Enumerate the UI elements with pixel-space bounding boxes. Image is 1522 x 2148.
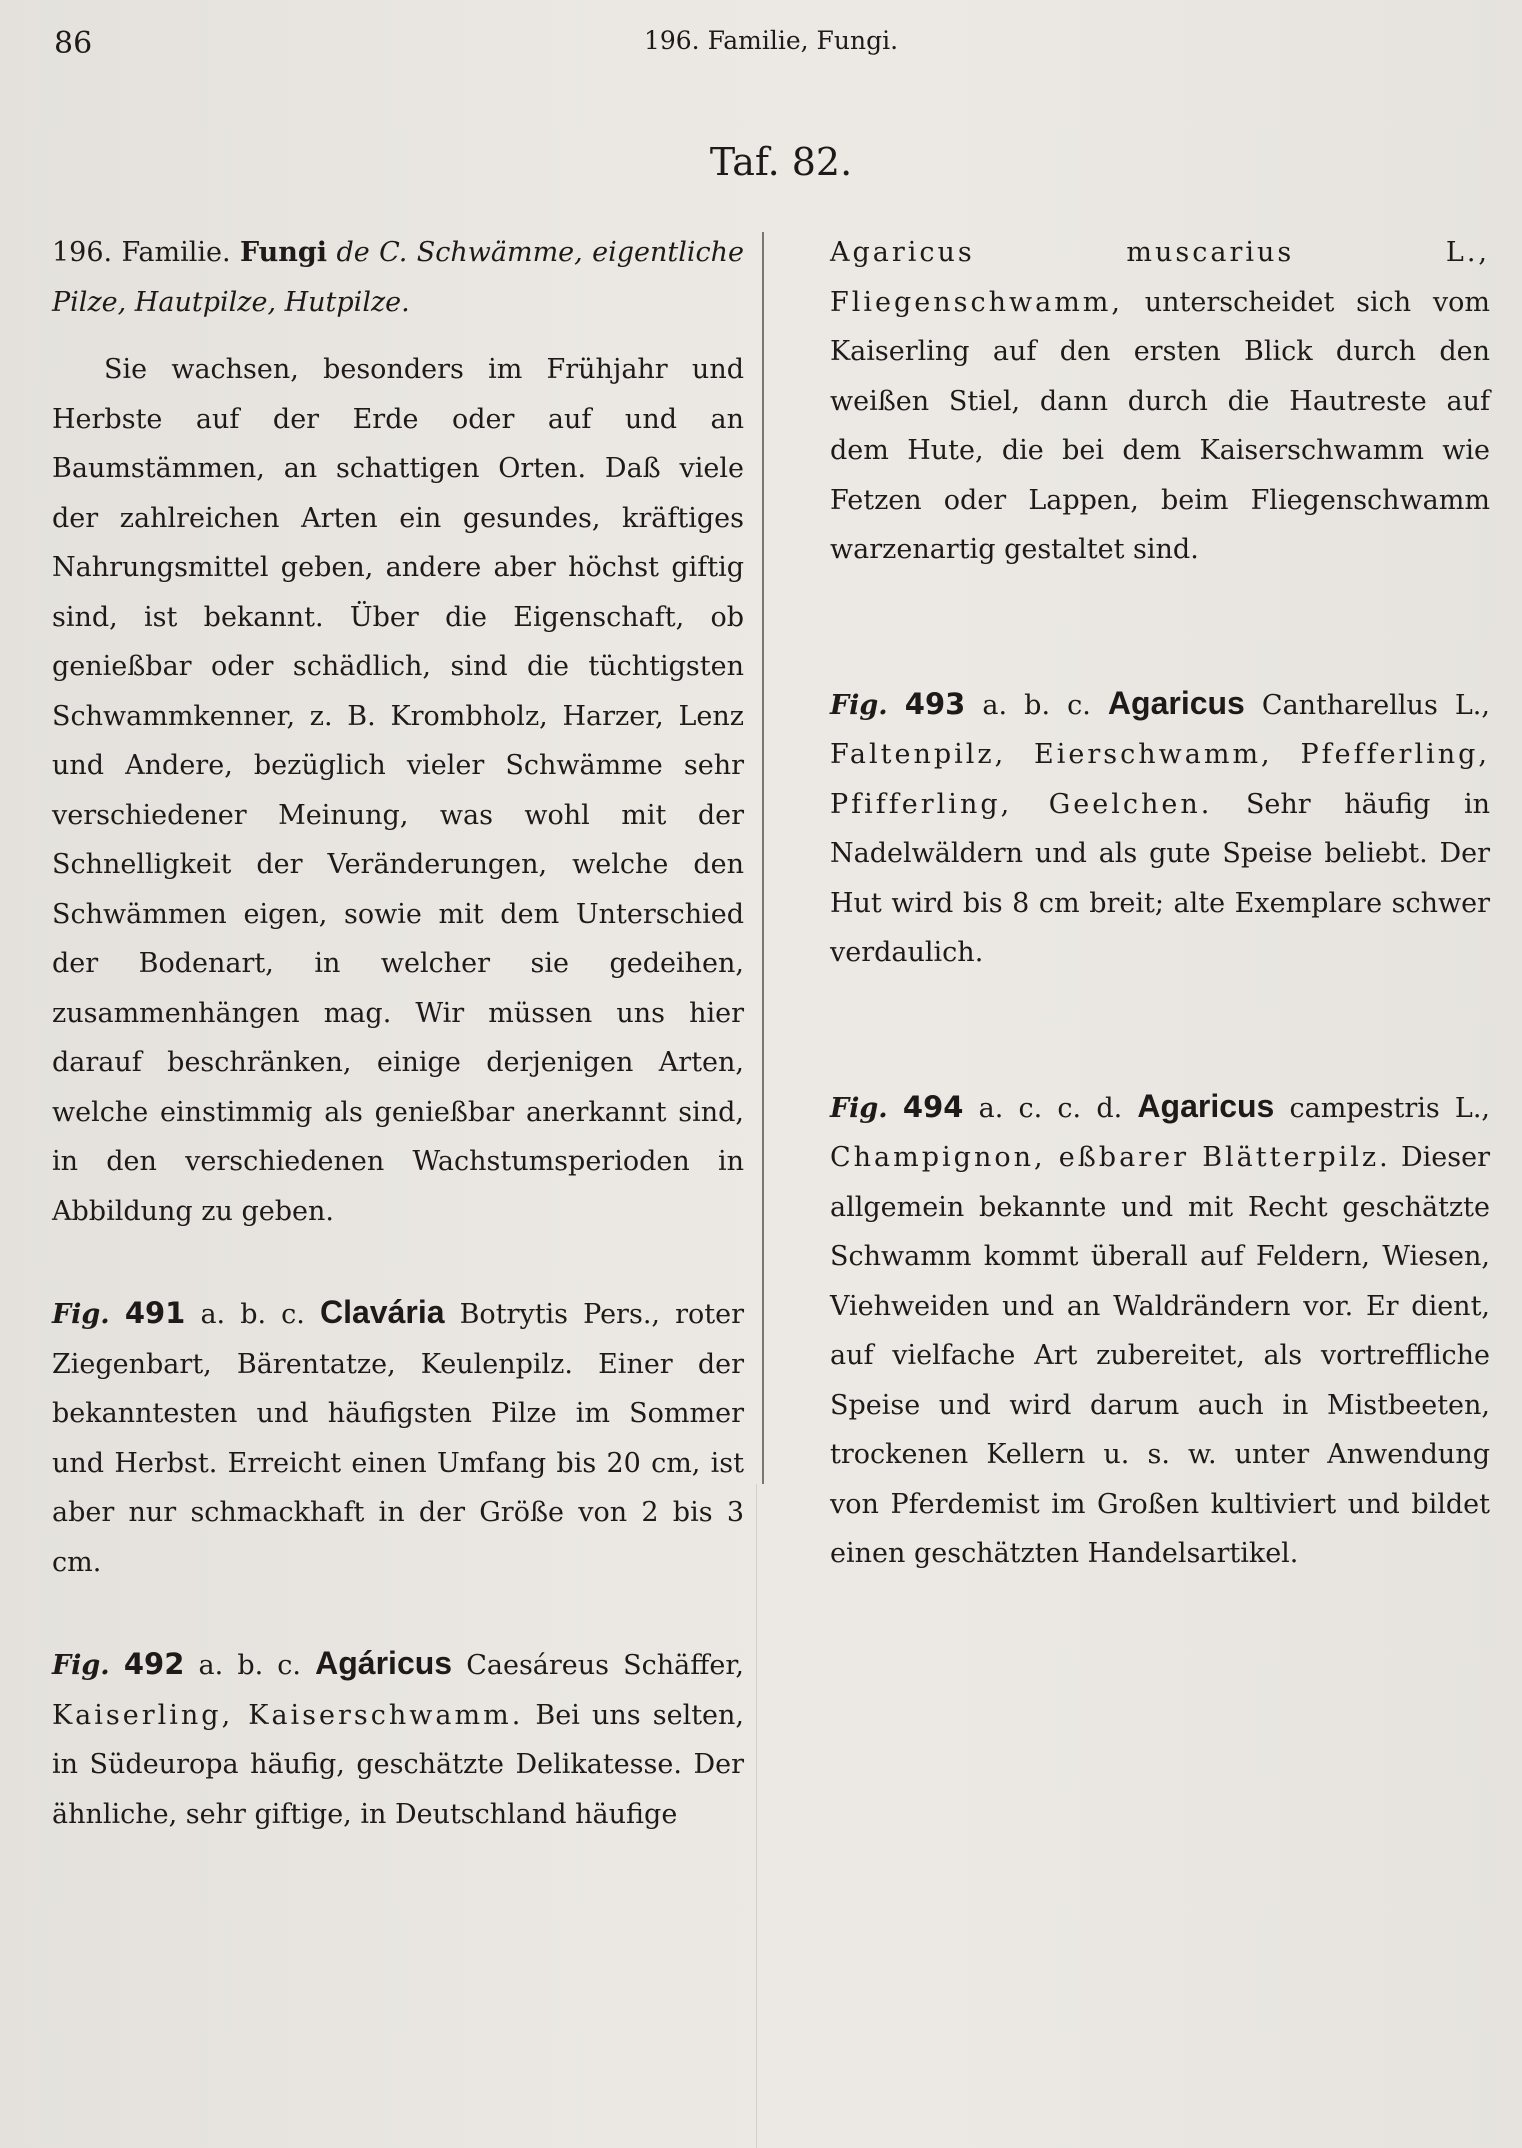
fig-493-common: Faltenpilz, Eierschwamm, Pfefferling, Pfifferling, Geelchen. <box>830 739 1490 820</box>
family-heading <box>52 228 744 327</box>
fig-492-genus: Agáricus <box>315 1645 453 1681</box>
right-column <box>830 228 1490 1579</box>
fig-493-entry <box>830 679 1490 978</box>
fig-492-entry <box>52 1639 744 1839</box>
fig-492-label: Fig. <box>52 1650 110 1681</box>
running-head: 196. Familie, Fungi. <box>643 26 899 55</box>
page-number: 86 <box>54 26 93 61</box>
left-column <box>52 228 744 1839</box>
fig-491-genus: Clavária <box>319 1294 445 1330</box>
fig-492-species: Caesáreus Schäffer, <box>466 1650 744 1681</box>
fig-494-parts: a. c. c. d. <box>978 1092 1123 1124</box>
fig-491-number: 491 <box>124 1296 186 1330</box>
plate-title: Taf. 82. <box>709 140 853 184</box>
fig-492-continued-species: Agaricus muscarius L., <box>830 237 1490 268</box>
fig-494-number: 494 <box>902 1089 964 1124</box>
fig-494-species: campestris L., <box>1289 1092 1491 1124</box>
family-prefix: 196. Familie. <box>52 237 231 268</box>
fig-494-text: Dieser allgemein bekannte und mit Recht geschätzte Schwamm kommt überall auf Feldern, Wiesen, Viehweiden und an Waldrändern vor. Er dient, auf vielfache Art zubereitet, als vortreffliche Speise und wird darum auch in Mistbeeten, trockenen Kellern u. s. w. unter Anwendung von Pferdemist im Großen kultiviert und bildet einen geschätzten Handelsartikel. <box>830 1142 1490 1569</box>
fig-492-text: Bei uns selten, in Südeuropa häufig, geschätzte Delikatesse. Der ähnliche, sehr giftige, in Deutschland häufige <box>52 1699 745 1830</box>
fig-494-entry <box>830 1082 1490 1579</box>
fig-491-entry <box>52 1288 744 1587</box>
fig-493-parts: a. b. c. <box>982 689 1091 721</box>
fig-492-continuation <box>830 228 1490 575</box>
family-latin: Fungi <box>239 237 328 268</box>
column-rule <box>762 232 764 1484</box>
fig-492-common: Kaiserling, Kaiserschwamm. <box>52 1699 524 1731</box>
fig-494-label: Fig. <box>830 1092 888 1124</box>
fig-493-genus: Agaricus <box>1107 684 1245 721</box>
family-common-names: Schwämme, eigentliche Pilze, Hautpilze, Hutpilze. <box>52 237 744 318</box>
fig-494-common: Champignon, eßbarer Blätterpilz. <box>830 1142 1391 1173</box>
fig-493-number: 493 <box>904 686 966 721</box>
fig-492-parts: a. b. c. <box>198 1650 302 1681</box>
fig-493-species: Cantharellus L., <box>1261 689 1490 721</box>
fig-491-common: roter Ziegenbart, Bärentatze, Keulenpilz. <box>52 1299 744 1380</box>
fig-491-text: Einer der bekanntesten und häufigsten Pilze im Sommer und Herbst. Erreicht einen Umfang bis 20 cm, ist aber nur schmackhaft in der Größe von 2 bis 3 cm. <box>52 1348 744 1578</box>
fig-491-parts: a. b. c. <box>200 1299 305 1330</box>
fig-493-text: Sehr häufig in Nadelwäldern und als gute Speise beliebt. Der Hut wird bis 8 cm breit; alte Exemplare schwer verdaulich. <box>830 788 1490 968</box>
page-gutter <box>756 1484 757 2148</box>
fig-491-species: Botrytis Pers., <box>459 1299 660 1330</box>
fig-492-continued-common: Fliegenschwamm, <box>830 286 1123 318</box>
intro-paragraph: Sie wachsen, besonders im Frühjahr und Herbste auf der Erde oder auf und an Baumstämmen, an schattigen Orten. Daß viele der zahlreichen Arten ein gesundes, kräftiges Nahrungsmittel geben, andere aber höchst giftig sind, ist bekannt. Über die Eigenschaft, ob genießbar oder schädlich, sind die tüchtigsten Schwammkenner, z. B. Krombholz, Harzer, Lenz und Andere, bezüglich vieler Schwämme sehr verschiedener Meinung, was wohl mit der Schnelligkeit der Veränderungen, welche den Schwämmen eigen, sowie mit dem Unterschied der Bodenart, in welcher sie gedeihen, zusammenhängen mag. Wir müssen uns hier darauf beschränken, einige derjenigen Arten, welche einstimmig als genießbar anerkannt sind, in den verschiedenen Wachstumsperioden in Abbildung zu geben. <box>52 354 744 1227</box>
fig-492-number: 492 <box>123 1647 185 1681</box>
fig-493-label: Fig. <box>830 689 888 721</box>
family-author: de C. <box>336 237 408 268</box>
fig-491-label: Fig. <box>52 1299 110 1330</box>
fig-494-genus: Agaricus <box>1137 1087 1275 1124</box>
fig-492-continued-text: unterscheidet sich vom Kaiserling auf den ersten Blick durch den weißen Stiel, dann durch die Hautreste auf dem Hute, die bei dem Kaiserschwamm wie Fetzen oder Lappen, beim Fliegenschwamm warzenartig gestaltet sind. <box>830 286 1490 565</box>
